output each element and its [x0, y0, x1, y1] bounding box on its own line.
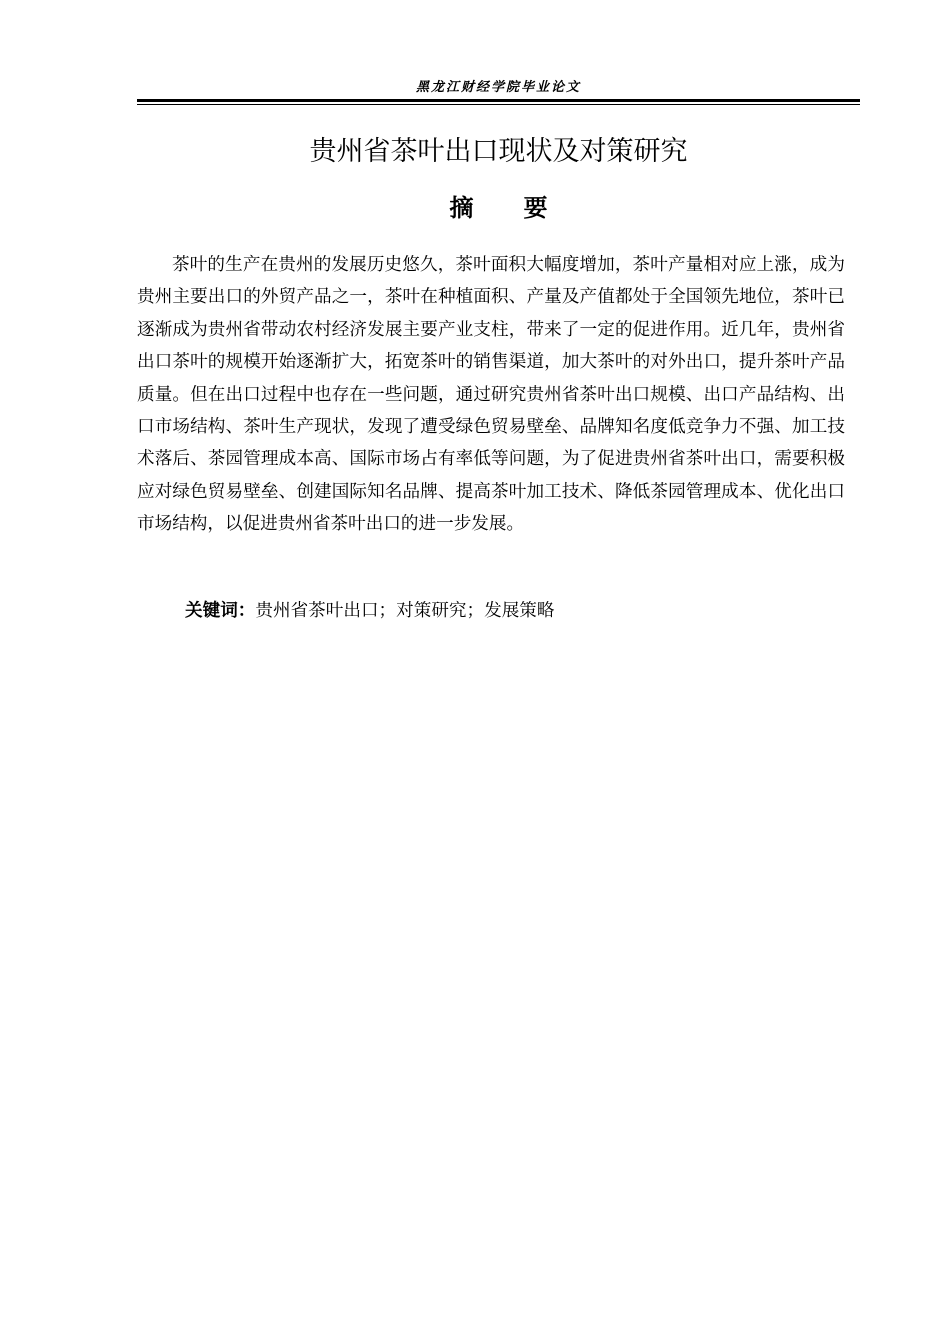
keywords-label: 关键词：: [185, 601, 256, 621]
abstract-heading-char-1: 摘: [449, 194, 474, 222]
keywords-value: 贵州省茶叶出口；对策研究；发展策略: [255, 601, 555, 621]
paper-title: 贵州省茶叶出口现状及对策研究: [309, 136, 688, 167]
abstract-heading: [137, 188, 860, 228]
running-header: 黑龙江财经学院毕业论文: [415, 80, 581, 95]
header-rule-thick: [137, 99, 860, 102]
abstract-heading-char-2: 要: [523, 194, 548, 222]
header-rule-thin: [137, 104, 860, 105]
keywords-line: [185, 595, 845, 627]
abstract-body: 茶叶的生产在贵州的发展历史悠久，茶叶面积大幅度增加，茶叶产量相对应上涨，成为贵州主要出口的外贸产品之一，茶叶在种植面积、产量及产值都处于全国领先地位，茶叶已逐渐成为贵州省带动农村经济发展主要产业支柱，带来了一定的促进作用。近几年，贵州省出口茶叶的规模开始逐渐扩大，拓宽茶叶的销售渠道，加大茶叶的对外出口，提升茶叶产品质量。但在出口过程中也存在一些问题，通过研究贵州省茶叶出口规模、出口产品结构、出口市场结构、茶叶生产现状，发现了遭受绿色贸易壁垒、品牌知名度低竞争力不强、加工技术落后、茶园管理成本高、国际市场占有率低等问题，为了促进贵州省茶叶出口，需要积极应对绿色贸易壁垒、创建国际知名品牌、提高茶叶加工技术、降低茶园管理成本、优化出口市场结构，以促进贵州省茶叶出口的进一步发展。: [137, 255, 845, 535]
